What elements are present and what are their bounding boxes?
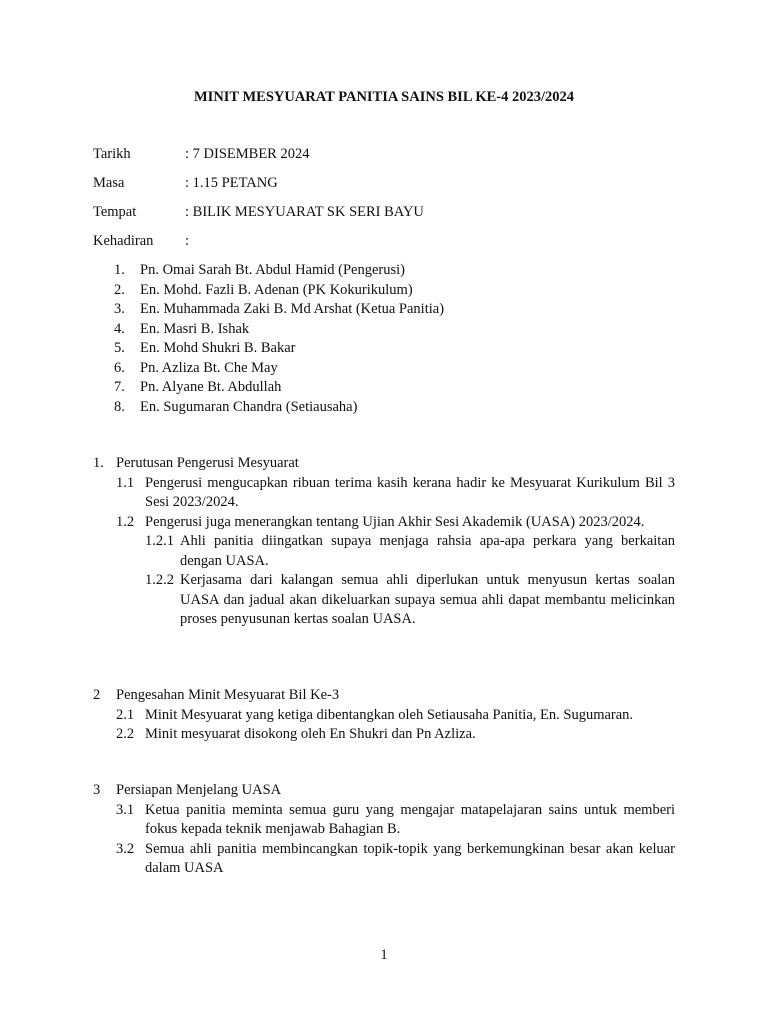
attendee-item <box>93 359 693 379</box>
agenda-subitem <box>93 532 675 571</box>
section-heading <box>93 454 675 474</box>
agenda-subitem <box>93 571 675 630</box>
meta-value: : BILIK MESYUARAT SK SERI BAYU <box>185 204 424 220</box>
meta-label: Kehadiran <box>93 233 154 249</box>
attendee-number: 3. <box>114 301 125 317</box>
item-text: Minit mesyuarat disokong oleh En Shukri dan Pn Azliza. <box>145 726 476 742</box>
agenda-item <box>93 840 675 879</box>
agenda-section-1 <box>93 454 675 630</box>
item-text: Minit Mesyuarat yang ketiga dibentangkan oleh Setiausaha Panitia, En. Sugumaran. <box>145 706 634 723</box>
item-number: 3.1 <box>116 801 135 818</box>
attendee-number: 1. <box>114 262 125 278</box>
item-text: Semua ahli panitia membincangkan topik-topik yang berkemungkinan besar akan keluar dalam UASA <box>145 840 675 876</box>
attendee-name: En. Masri B. Ishak <box>140 320 250 337</box>
attendee-name: Pn. Alyane Bt. Abdullah <box>140 379 282 395</box>
page-number: 1 <box>380 947 388 963</box>
attendee-number: 6. <box>114 359 125 376</box>
agenda-item <box>93 725 675 745</box>
attendee-name: En. Mohd. Fazli B. Adenan (PK Kokurikulum) <box>140 281 413 298</box>
attendee-number: 5. <box>114 340 125 356</box>
item-number: 1.1 <box>116 474 135 491</box>
item-text: Pengerusi juga menerangkan tentang Ujian Akhir Sesi Akademik (UASA) 2023/2024. <box>145 513 645 530</box>
section-title: Pengesahan Minit Mesyuarat Bil Ke-3 <box>116 687 340 703</box>
item-number: 1.2 <box>116 513 135 530</box>
attendee-item <box>93 339 693 359</box>
attendee-name: En. Mohd Shukri B. Bakar <box>140 340 296 356</box>
attendee-item <box>93 378 693 398</box>
attendee-item <box>93 398 693 418</box>
attendee-item <box>93 320 693 340</box>
meta-value: : 7 DISEMBER 2024 <box>185 146 310 162</box>
meta-label: Tarikh <box>93 146 131 162</box>
item-number: 2.1 <box>116 706 135 723</box>
subitem-text: Ahli panitia diingatkan supaya menjaga rahsia apa-apa perkara yang berkaitan dengan UASA. <box>180 533 675 569</box>
item-number: 2.2 <box>116 726 135 742</box>
item-text: Ketua panitia meminta semua guru yang mengajar matapelajaran sains untuk memberi fokus kepada teknik menjawab Bahagian B. <box>145 801 675 837</box>
agenda-item <box>93 706 675 726</box>
attendee-name: Pn. Azliza Bt. Che May <box>140 359 278 376</box>
section-number: 3 <box>93 782 101 798</box>
attendee-number: 2. <box>114 281 125 298</box>
section-title: Perutusan Pengerusi Mesyuarat <box>116 455 299 471</box>
section-number: 1. <box>93 455 104 471</box>
subitem-number: 1.2.1 <box>145 533 174 549</box>
agenda-section-3 <box>93 781 675 879</box>
agenda-item <box>93 801 675 840</box>
section-heading <box>93 781 675 801</box>
attendee-number: 7. <box>114 379 125 395</box>
section-number: 2 <box>93 687 101 703</box>
attendee-item <box>93 261 693 281</box>
document-title: MINIT MESYUARAT PANITIA SAINS BIL KE-4 2023/2024 <box>193 89 575 105</box>
meta-value: : <box>185 233 190 249</box>
item-text: Pengerusi mengucapkan ribuan terima kasih kerana hadir ke Mesyuarat Kurikulum Bil 3 Sesi 2023/2024. <box>145 474 675 510</box>
agenda-section-2 <box>93 686 675 745</box>
item-number: 3.2 <box>116 840 135 857</box>
attendee-number: 4. <box>114 320 125 337</box>
meta-value: : 1.15 PETANG <box>185 175 278 191</box>
attendee-item <box>93 300 693 320</box>
agenda-item <box>93 474 675 513</box>
agenda-item <box>93 513 675 533</box>
attendee-item <box>93 281 693 301</box>
attendee-list <box>93 261 693 417</box>
section-title: Persiapan Menjelang UASA <box>116 782 282 798</box>
subitem-number: 1.2.2 <box>145 572 174 588</box>
attendee-name: En. Sugumaran Chandra (Setiausaha) <box>140 398 358 415</box>
meta-label: Masa <box>93 175 125 191</box>
attendee-name: En. Muhammada Zaki B. Md Arshat (Ketua Panitia) <box>140 301 445 317</box>
meta-label: Tempat <box>93 204 137 220</box>
attendee-name: Pn. Omai Sarah Bt. Abdul Hamid (Pengerusi) <box>140 262 406 278</box>
subitem-text: Kerjasama dari kalangan semua ahli diperlukan untuk menyusun kertas soalan UASA dan jadual akan dikeluarkan supaya semua ahli dapat membantu melicinkan proses penyusunan kertas soalan UASA. <box>180 572 675 627</box>
section-heading <box>93 686 675 706</box>
attendee-number: 8. <box>114 398 125 415</box>
